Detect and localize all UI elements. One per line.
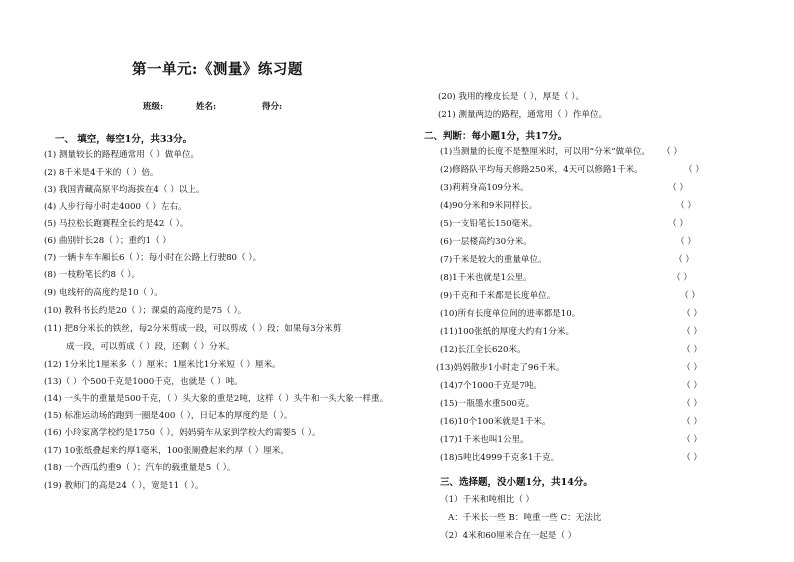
s2-item-3: (3)莉莉身高109分米。 [440,183,529,193]
s1-item-17: (17) 10张纸叠起来约厚1毫米，100张厕叠起来约厚（ ）厘米。 [44,446,289,456]
s1-item-19: (19) 教师门的高是24（ ），宽是11（ ）。 [44,481,204,491]
s2-paren-9: （ ） [680,291,700,301]
s2-paren-13: （ ） [682,363,702,373]
s2-item-10: (10)所有长度单位间的进率都是10。 [440,309,581,319]
s2-item-18: (18)5吨比4999千克多1千克。 [440,453,560,463]
s2-paren-18: （ ） [682,453,702,463]
s2-paren-16: （ ） [682,417,702,427]
s2-item-6: (6)一层楼高约30分米。 [440,237,532,247]
s2-item-9: (9)千克和千米都是长度单位。 [440,291,556,301]
section1-heading: 一、 填空，每空1分，共33分。 [55,134,193,145]
s2-paren-1: （ ） [662,147,682,157]
s2-item-16: (16)10个100米就是1千米。 [440,417,551,427]
name-label: 姓名: [196,102,217,112]
s1-item-8: (8) 一枝粉笔长约8（ ）。 [44,270,141,280]
s1-item-11-cont: 成一段，可以剪成（ ）段，还剩（ ）分米。 [66,342,235,352]
s1-item-18: (18) 一个西瓜约重9（ ）；汽车的载重量是5（ ）。 [44,463,236,473]
s2-paren-12: （ ） [682,345,702,355]
s1-item-7: (7) 一辆卡车车厢长6（ ）；每小时在公路上行驶80（ ）。 [44,253,262,263]
s1-item-12: (12) 1分米比1厘米多（ ）厘米；1厘米比1分米短（ ）厘米。 [44,360,281,370]
s2-paren-10: （ ） [682,309,702,319]
page-title: 第一单元:《测量》练习题 [132,61,303,78]
section3-heading: 三、选择题，没小题1分，共14分。 [440,477,593,488]
s1-item-14: (14) 一头牛的重量是500千克，（ ）头大象的重是2吨，这样（ ）头牛和一头大象一样重。 [44,394,389,404]
s1-item-16: (16) 小玲家离学校约是1750（ ），妈妈骑车从家到学校大约需要5（ ）。 [44,428,321,438]
s2-item-8: (8)1千米也就是1公里。 [440,273,532,283]
item-21: (21) 测量两边的路程，通常用（ ）作单位。 [438,110,608,120]
s1-item-10: (10) 教科书长约是20（ ）；课桌的高度约是75（ ）。 [44,306,247,316]
s2-paren-2: （ ） [684,165,704,175]
class-label: 班级: [143,102,164,112]
item-20: (20) 我用的橡皮长是（ ），厚是（ ）。 [438,92,585,102]
s2-paren-11: （ ） [682,327,702,337]
s2-paren-4: （ ） [676,201,696,211]
s2-item-5: (5)一支铅笔长150毫米。 [440,219,538,229]
s3-question-1-options: A：千米长一些 B：吨重一些 C：无法比 [448,513,602,523]
s2-item-17: (17)1千米也叫1公里。 [440,435,529,445]
s1-item-15: (15) 标准运动场的跑到一圈是400（ ），日记本的厚度约是（ ）。 [44,411,293,421]
s1-item-5: (5) 马拉松长跑赛程全长约是42（ ）。 [44,219,189,229]
s2-item-2: (2)修路队平均每天修路250米，4天可以修路1千米。 [440,165,643,175]
s2-item-1: (1)当测量的长度不是整厘米时，可以用“分米”做单位。 [440,147,651,157]
s1-item-1: (1) 测量较长的路程通常用（ ）做单位。 [44,150,200,160]
s2-item-7: (7)千米是较大的重量单位。 [440,255,547,265]
s3-question-1: （1）千米和吨相比（ ） [440,495,535,505]
s1-item-6: (6) 曲别针长28（ ）；重约1（ ） [44,236,172,246]
section2-heading: 二、判断：每小题1分，共17分。 [424,131,568,142]
s2-paren-7: （ ） [674,255,694,265]
s2-paren-15: （ ） [682,399,702,409]
s2-item-11: (11)100张纸的厚度大约有1分米。 [440,327,575,337]
s2-item-4: (4)90分米和9米同样长。 [440,201,538,211]
s2-item-14: (14)7个1000千克是7吨。 [440,381,543,391]
s2-paren-8: （ ） [672,273,692,283]
s2-paren-3: （ ） [668,183,688,193]
s1-item-2: (2) 8千米是4千米的（ ）倍。 [44,168,159,178]
s1-item-11: (11) 把8分米长的铁丝，每2分米剪成一段，可以剪成（ ）段；如果每3分米剪 [44,324,342,334]
s1-item-13: (13)（ ）个500千克是1000千克，也就是（ ）吨。 [44,377,243,387]
s2-paren-5: （ ） [668,219,688,229]
s1-item-3: (3) 我国青藏高原平均海拔在4（ ）以上。 [44,185,205,195]
s1-item-9: (9) 电线杆的高度约是10（ ）。 [44,288,163,298]
s2-paren-17: （ ） [682,435,702,445]
s3-question-2: （2）4米和60厘米合在一起是（ ） [440,531,577,541]
s1-item-4: (4) 人步行每小时走4000（ ）左右。 [44,202,187,212]
s2-item-13: (13)妈妈散步1小时走了96千米。 [436,363,565,373]
s2-paren-14: （ ） [682,381,702,391]
s2-item-12: (12)长江全长620米。 [440,345,526,355]
s2-paren-6: （ ） [676,237,696,247]
score-label: 得分: [262,102,283,112]
s2-item-15: (15)一瓶墨水重500克。 [440,399,535,409]
